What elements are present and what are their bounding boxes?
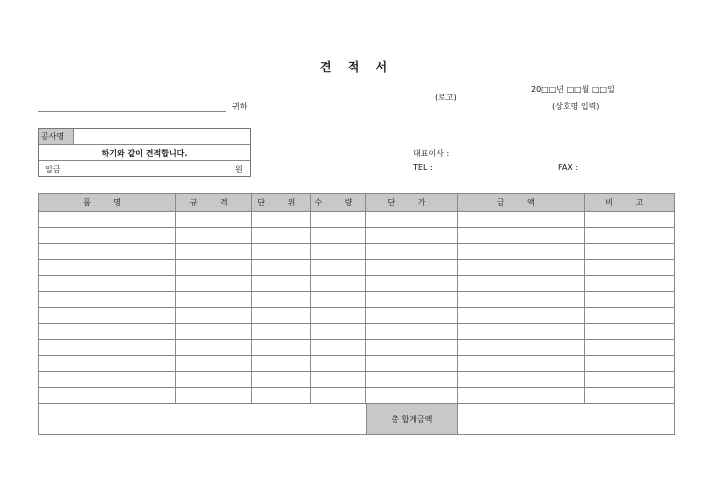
table-cell[interactable] <box>584 308 674 324</box>
table-cell[interactable] <box>366 388 457 404</box>
table-cell[interactable] <box>39 276 176 292</box>
table-cell[interactable] <box>39 292 176 308</box>
table-row <box>39 372 675 388</box>
table-cell[interactable] <box>176 324 252 340</box>
table-cell[interactable] <box>311 228 366 244</box>
table-cell[interactable] <box>252 292 311 308</box>
table-cell[interactable] <box>311 324 366 340</box>
table-row <box>39 292 675 308</box>
table-cell[interactable] <box>584 388 674 404</box>
table-cell[interactable] <box>176 340 252 356</box>
table-cell[interactable] <box>252 372 311 388</box>
project-info-box <box>38 128 251 177</box>
table-cell[interactable] <box>584 372 674 388</box>
total-row <box>39 404 675 435</box>
table-cell[interactable] <box>39 260 176 276</box>
header-item-name: 품 명 <box>39 194 176 212</box>
logo-placeholder: (로고) <box>435 93 457 102</box>
total-label: 총 합계금액 <box>391 414 433 424</box>
table-cell[interactable] <box>584 356 674 372</box>
table-cell[interactable] <box>39 324 176 340</box>
table-cell[interactable] <box>311 308 366 324</box>
table-cell[interactable] <box>39 356 176 372</box>
date-field: 20□□년 □□월 □□일 <box>531 85 615 94</box>
table-cell[interactable] <box>366 356 457 372</box>
table-cell[interactable] <box>584 340 674 356</box>
table-row <box>39 308 675 324</box>
table-cell[interactable] <box>366 260 457 276</box>
table-cell[interactable] <box>39 340 176 356</box>
table-row <box>39 324 675 340</box>
amount-unit: 원 <box>235 165 243 174</box>
recipient-line <box>38 99 226 112</box>
table-cell[interactable] <box>584 260 674 276</box>
table-cell[interactable] <box>311 372 366 388</box>
quote-items-table <box>38 193 675 435</box>
header-unit-price: 단 가 <box>366 194 457 212</box>
table-cell[interactable] <box>366 308 457 324</box>
table-row <box>39 356 675 372</box>
table-cell[interactable] <box>366 212 457 228</box>
table-cell[interactable] <box>39 212 176 228</box>
recipient-suffix: 귀하 <box>232 102 248 111</box>
table-cell[interactable] <box>252 228 311 244</box>
table-row <box>39 244 675 260</box>
document-title: 견 적 서 <box>319 60 394 74</box>
table-cell[interactable] <box>366 372 457 388</box>
table-cell[interactable] <box>176 356 252 372</box>
table-cell[interactable] <box>39 372 176 388</box>
table-cell[interactable] <box>176 388 252 404</box>
statement-text: 하기와 같이 견적합니다. <box>101 149 188 158</box>
company-label-cell <box>39 129 74 145</box>
table-cell[interactable] <box>176 228 252 244</box>
table-cell[interactable] <box>584 228 674 244</box>
table-cell[interactable] <box>584 244 674 260</box>
company-value-cell <box>74 129 250 145</box>
table-header-row <box>39 194 675 212</box>
total-value-cell <box>457 404 674 435</box>
table-cell[interactable] <box>457 308 584 324</box>
table-row <box>39 228 675 244</box>
table-cell[interactable] <box>252 340 311 356</box>
header-spec: 규 격 <box>176 194 252 212</box>
table-cell[interactable] <box>584 292 674 308</box>
table-cell[interactable] <box>457 372 584 388</box>
table-cell[interactable] <box>366 228 457 244</box>
table-cell[interactable] <box>176 372 252 388</box>
table-cell[interactable] <box>39 228 176 244</box>
statement-divider <box>39 160 250 161</box>
table-cell[interactable] <box>252 308 311 324</box>
fax-label: FAX : <box>558 163 579 172</box>
header-remarks: 비 고 <box>584 194 674 212</box>
header-unit: 단 위 <box>252 194 311 212</box>
table-cell[interactable] <box>252 356 311 372</box>
table-cell[interactable] <box>457 388 584 404</box>
table-row <box>39 340 675 356</box>
table-cell[interactable] <box>311 292 366 308</box>
table-cell[interactable] <box>311 340 366 356</box>
total-left-cell <box>39 404 458 435</box>
table-cell[interactable] <box>39 244 176 260</box>
table-cell[interactable] <box>584 212 674 228</box>
table-cell[interactable] <box>176 260 252 276</box>
company-label: 공사명 <box>41 132 65 141</box>
table-cell[interactable] <box>311 244 366 260</box>
table-cell[interactable] <box>311 356 366 372</box>
table-cell[interactable] <box>457 244 584 260</box>
table-cell[interactable] <box>457 292 584 308</box>
table-cell[interactable] <box>252 324 311 340</box>
table-cell[interactable] <box>584 324 674 340</box>
table-cell[interactable] <box>584 276 674 292</box>
table-cell[interactable] <box>366 292 457 308</box>
table-cell[interactable] <box>366 324 457 340</box>
table-cell[interactable] <box>39 308 176 324</box>
table-cell[interactable] <box>39 388 176 404</box>
table-cell[interactable] <box>176 292 252 308</box>
table-cell[interactable] <box>457 228 584 244</box>
table-cell[interactable] <box>252 212 311 228</box>
amount-label: 일금 <box>45 165 61 174</box>
total-label-cell <box>367 404 457 434</box>
table-cell[interactable] <box>176 276 252 292</box>
table-row <box>39 212 675 228</box>
table-cell[interactable] <box>311 276 366 292</box>
table-cell[interactable] <box>311 260 366 276</box>
table-cell[interactable] <box>311 388 366 404</box>
table-cell[interactable] <box>311 212 366 228</box>
header-quantity: 수 량 <box>311 194 366 212</box>
table-cell[interactable] <box>457 324 584 340</box>
table-cell[interactable] <box>366 276 457 292</box>
table-cell[interactable] <box>457 340 584 356</box>
table-cell[interactable] <box>457 356 584 372</box>
table-row <box>39 260 675 276</box>
header-amount: 금 액 <box>457 194 584 212</box>
ceo-label: 대표이사 : <box>413 149 450 158</box>
table-cell[interactable] <box>252 276 311 292</box>
table-cell[interactable] <box>457 276 584 292</box>
table-row <box>39 388 675 404</box>
table-cell[interactable] <box>366 244 457 260</box>
table-cell[interactable] <box>252 260 311 276</box>
table-cell[interactable] <box>457 260 584 276</box>
table-cell[interactable] <box>176 308 252 324</box>
tel-label: TEL : <box>413 163 433 172</box>
table-cell[interactable] <box>457 212 584 228</box>
table-row <box>39 276 675 292</box>
total-blank-cell <box>39 404 367 434</box>
company-name-input: (상호명 입력) <box>552 102 600 111</box>
table-cell[interactable] <box>176 244 252 260</box>
table-body <box>39 212 675 404</box>
table-cell[interactable] <box>366 340 457 356</box>
table-cell[interactable] <box>252 244 311 260</box>
table-cell[interactable] <box>252 388 311 404</box>
table-cell[interactable] <box>176 212 252 228</box>
